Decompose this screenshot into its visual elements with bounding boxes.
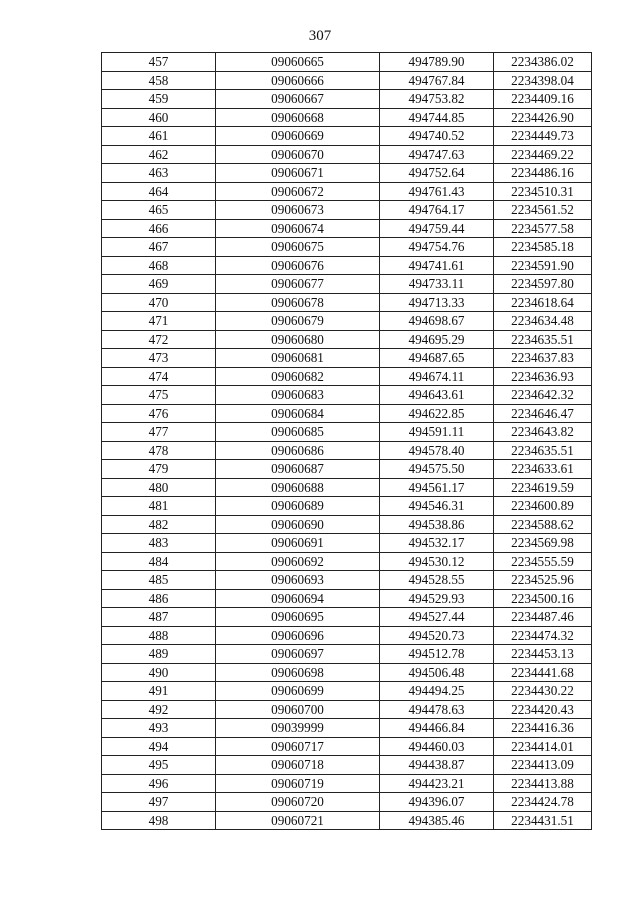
x-coordinate-cell: 494698.67: [380, 312, 494, 331]
point-id-cell: 09060690: [216, 515, 380, 534]
row-index-cell: 496: [102, 774, 216, 793]
table-row: [102, 663, 592, 682]
x-coordinate-cell: 494478.63: [380, 700, 494, 719]
x-coordinate-cell: 494752.64: [380, 164, 494, 183]
table-row: [102, 478, 592, 497]
y-coordinate-cell: 2234635.51: [494, 330, 592, 349]
table-row: [102, 404, 592, 423]
row-index-cell: 485: [102, 571, 216, 590]
y-coordinate-cell: 2234577.58: [494, 219, 592, 238]
row-index-cell: 461: [102, 127, 216, 146]
page-number: 307: [308, 28, 332, 44]
y-coordinate-cell: 2234409.16: [494, 90, 592, 109]
y-coordinate-cell: 2234569.98: [494, 534, 592, 553]
row-index-cell: 480: [102, 478, 216, 497]
row-index-cell: 471: [102, 312, 216, 331]
x-coordinate-cell: 494546.31: [380, 497, 494, 516]
y-coordinate-cell: 2234585.18: [494, 238, 592, 257]
point-id-cell: 09060676: [216, 256, 380, 275]
x-coordinate-cell: 494643.61: [380, 386, 494, 405]
point-id-cell: 09060678: [216, 293, 380, 312]
table-row: [102, 293, 592, 312]
row-index-cell: 481: [102, 497, 216, 516]
x-coordinate-cell: 494561.17: [380, 478, 494, 497]
point-id-cell: 09060674: [216, 219, 380, 238]
y-coordinate-cell: 2234643.82: [494, 423, 592, 442]
y-coordinate-cell: 2234453.13: [494, 645, 592, 664]
point-id-cell: 09060688: [216, 478, 380, 497]
y-coordinate-cell: 2234642.32: [494, 386, 592, 405]
table-row: [102, 256, 592, 275]
x-coordinate-cell: 494753.82: [380, 90, 494, 109]
row-index-cell: 472: [102, 330, 216, 349]
y-coordinate-cell: 2234555.59: [494, 552, 592, 571]
point-id-cell: 09060683: [216, 386, 380, 405]
point-id-cell: 09060675: [216, 238, 380, 257]
y-coordinate-cell: 2234636.93: [494, 367, 592, 386]
point-id-cell: 09060719: [216, 774, 380, 793]
point-id-cell: 09060684: [216, 404, 380, 423]
y-coordinate-cell: 2234431.51: [494, 811, 592, 830]
table-row: [102, 497, 592, 516]
point-id-cell: 09060687: [216, 460, 380, 479]
table-row: [102, 645, 592, 664]
x-coordinate-cell: 494695.29: [380, 330, 494, 349]
row-index-cell: 478: [102, 441, 216, 460]
point-id-cell: 09060673: [216, 201, 380, 220]
y-coordinate-cell: 2234469.22: [494, 145, 592, 164]
point-id-cell: 09060685: [216, 423, 380, 442]
point-id-cell: 09060718: [216, 756, 380, 775]
x-coordinate-cell: 494733.11: [380, 275, 494, 294]
x-coordinate-cell: 494740.52: [380, 127, 494, 146]
row-index-cell: 465: [102, 201, 216, 220]
y-coordinate-cell: 2234633.61: [494, 460, 592, 479]
x-coordinate-cell: 494512.78: [380, 645, 494, 664]
x-coordinate-cell: 494687.65: [380, 349, 494, 368]
row-index-cell: 459: [102, 90, 216, 109]
point-id-cell: 09060682: [216, 367, 380, 386]
table-row: [102, 700, 592, 719]
x-coordinate-cell: 494520.73: [380, 626, 494, 645]
x-coordinate-cell: 494674.11: [380, 367, 494, 386]
x-coordinate-cell: 494761.43: [380, 182, 494, 201]
table-row: [102, 626, 592, 645]
y-coordinate-cell: 2234591.90: [494, 256, 592, 275]
y-coordinate-cell: 2234413.88: [494, 774, 592, 793]
point-id-cell: 09060680: [216, 330, 380, 349]
point-id-cell: 09060692: [216, 552, 380, 571]
table-row: [102, 811, 592, 830]
row-index-cell: 483: [102, 534, 216, 553]
table-row: [102, 719, 592, 738]
table-row: [102, 534, 592, 553]
row-index-cell: 487: [102, 608, 216, 627]
x-coordinate-cell: 494529.93: [380, 589, 494, 608]
row-index-cell: 498: [102, 811, 216, 830]
y-coordinate-cell: 2234441.68: [494, 663, 592, 682]
row-index-cell: 463: [102, 164, 216, 183]
y-coordinate-cell: 2234474.32: [494, 626, 592, 645]
table-row: [102, 127, 592, 146]
point-id-cell: 09060665: [216, 53, 380, 72]
x-coordinate-cell: 494494.25: [380, 682, 494, 701]
coordinates-table: [101, 52, 592, 830]
x-coordinate-cell: 494713.33: [380, 293, 494, 312]
point-id-cell: 09039999: [216, 719, 380, 738]
row-index-cell: 494: [102, 737, 216, 756]
point-id-cell: 09060691: [216, 534, 380, 553]
y-coordinate-cell: 2234486.16: [494, 164, 592, 183]
row-index-cell: 486: [102, 589, 216, 608]
table-row: [102, 552, 592, 571]
y-coordinate-cell: 2234398.04: [494, 71, 592, 90]
x-coordinate-cell: 494423.21: [380, 774, 494, 793]
x-coordinate-cell: 494396.07: [380, 793, 494, 812]
row-index-cell: 484: [102, 552, 216, 571]
table-row: [102, 182, 592, 201]
table-row: [102, 238, 592, 257]
row-index-cell: 464: [102, 182, 216, 201]
point-id-cell: 09060699: [216, 682, 380, 701]
table-row: [102, 367, 592, 386]
table-row: [102, 312, 592, 331]
table-row: [102, 571, 592, 590]
point-id-cell: 09060671: [216, 164, 380, 183]
y-coordinate-cell: 2234416.36: [494, 719, 592, 738]
point-id-cell: 09060672: [216, 182, 380, 201]
row-index-cell: 479: [102, 460, 216, 479]
row-index-cell: 488: [102, 626, 216, 645]
point-id-cell: 09060721: [216, 811, 380, 830]
row-index-cell: 462: [102, 145, 216, 164]
x-coordinate-cell: 494789.90: [380, 53, 494, 72]
row-index-cell: 458: [102, 71, 216, 90]
row-index-cell: 457: [102, 53, 216, 72]
y-coordinate-cell: 2234561.52: [494, 201, 592, 220]
table-row: [102, 774, 592, 793]
y-coordinate-cell: 2234619.59: [494, 478, 592, 497]
point-id-cell: 09060670: [216, 145, 380, 164]
table-row: [102, 682, 592, 701]
point-id-cell: 09060679: [216, 312, 380, 331]
table-row: [102, 53, 592, 72]
y-coordinate-cell: 2234525.96: [494, 571, 592, 590]
point-id-cell: 09060681: [216, 349, 380, 368]
y-coordinate-cell: 2234449.73: [494, 127, 592, 146]
table-row: [102, 90, 592, 109]
y-coordinate-cell: 2234500.16: [494, 589, 592, 608]
x-coordinate-cell: 494460.03: [380, 737, 494, 756]
y-coordinate-cell: 2234487.46: [494, 608, 592, 627]
y-coordinate-cell: 2234426.90: [494, 108, 592, 127]
table-row: [102, 201, 592, 220]
table-row: [102, 275, 592, 294]
y-coordinate-cell: 2234420.43: [494, 700, 592, 719]
point-id-cell: 09060686: [216, 441, 380, 460]
point-id-cell: 09060696: [216, 626, 380, 645]
row-index-cell: 490: [102, 663, 216, 682]
point-id-cell: 09060669: [216, 127, 380, 146]
table-row: [102, 71, 592, 90]
table-row: [102, 219, 592, 238]
table-row: [102, 737, 592, 756]
row-index-cell: 468: [102, 256, 216, 275]
row-index-cell: 497: [102, 793, 216, 812]
y-coordinate-cell: 2234634.48: [494, 312, 592, 331]
row-index-cell: 491: [102, 682, 216, 701]
row-index-cell: 477: [102, 423, 216, 442]
y-coordinate-cell: 2234386.02: [494, 53, 592, 72]
row-index-cell: 474: [102, 367, 216, 386]
y-coordinate-cell: 2234430.22: [494, 682, 592, 701]
table-row: [102, 145, 592, 164]
point-id-cell: 09060695: [216, 608, 380, 627]
point-id-cell: 09060694: [216, 589, 380, 608]
table-row: [102, 515, 592, 534]
row-index-cell: 495: [102, 756, 216, 775]
x-coordinate-cell: 494530.12: [380, 552, 494, 571]
x-coordinate-cell: 494438.87: [380, 756, 494, 775]
x-coordinate-cell: 494578.40: [380, 441, 494, 460]
x-coordinate-cell: 494741.61: [380, 256, 494, 275]
table-row: [102, 386, 592, 405]
table-row: [102, 589, 592, 608]
y-coordinate-cell: 2234597.80: [494, 275, 592, 294]
point-id-cell: 09060697: [216, 645, 380, 664]
table-row: [102, 793, 592, 812]
y-coordinate-cell: 2234510.31: [494, 182, 592, 201]
point-id-cell: 09060666: [216, 71, 380, 90]
x-coordinate-cell: 494754.76: [380, 238, 494, 257]
table-row: [102, 330, 592, 349]
point-id-cell: 09060698: [216, 663, 380, 682]
x-coordinate-cell: 494527.44: [380, 608, 494, 627]
point-id-cell: 09060689: [216, 497, 380, 516]
coordinates-table-body: [102, 53, 592, 830]
x-coordinate-cell: 494528.55: [380, 571, 494, 590]
point-id-cell: 09060717: [216, 737, 380, 756]
row-index-cell: 476: [102, 404, 216, 423]
y-coordinate-cell: 2234600.89: [494, 497, 592, 516]
table-row: [102, 423, 592, 442]
row-index-cell: 470: [102, 293, 216, 312]
table-row: [102, 164, 592, 183]
x-coordinate-cell: 494747.63: [380, 145, 494, 164]
y-coordinate-cell: 2234424.78: [494, 793, 592, 812]
x-coordinate-cell: 494764.17: [380, 201, 494, 220]
point-id-cell: 09060667: [216, 90, 380, 109]
point-id-cell: 09060668: [216, 108, 380, 127]
row-index-cell: 489: [102, 645, 216, 664]
table-row: [102, 349, 592, 368]
y-coordinate-cell: 2234646.47: [494, 404, 592, 423]
row-index-cell: 460: [102, 108, 216, 127]
table-row: [102, 608, 592, 627]
table-row: [102, 441, 592, 460]
y-coordinate-cell: 2234618.64: [494, 293, 592, 312]
row-index-cell: 492: [102, 700, 216, 719]
x-coordinate-cell: 494767.84: [380, 71, 494, 90]
x-coordinate-cell: 494744.85: [380, 108, 494, 127]
table-row: [102, 756, 592, 775]
y-coordinate-cell: 2234413.09: [494, 756, 592, 775]
row-index-cell: 475: [102, 386, 216, 405]
x-coordinate-cell: 494759.44: [380, 219, 494, 238]
point-id-cell: 09060677: [216, 275, 380, 294]
row-index-cell: 469: [102, 275, 216, 294]
x-coordinate-cell: 494506.48: [380, 663, 494, 682]
y-coordinate-cell: 2234588.62: [494, 515, 592, 534]
row-index-cell: 466: [102, 219, 216, 238]
row-index-cell: 482: [102, 515, 216, 534]
x-coordinate-cell: 494575.50: [380, 460, 494, 479]
point-id-cell: 09060700: [216, 700, 380, 719]
x-coordinate-cell: 494538.86: [380, 515, 494, 534]
x-coordinate-cell: 494591.11: [380, 423, 494, 442]
row-index-cell: 473: [102, 349, 216, 368]
y-coordinate-cell: 2234637.83: [494, 349, 592, 368]
point-id-cell: 09060693: [216, 571, 380, 590]
x-coordinate-cell: 494622.85: [380, 404, 494, 423]
x-coordinate-cell: 494532.17: [380, 534, 494, 553]
y-coordinate-cell: 2234635.51: [494, 441, 592, 460]
table-row: [102, 108, 592, 127]
row-index-cell: 467: [102, 238, 216, 257]
x-coordinate-cell: 494466.84: [380, 719, 494, 738]
x-coordinate-cell: 494385.46: [380, 811, 494, 830]
row-index-cell: 493: [102, 719, 216, 738]
table-row: [102, 460, 592, 479]
y-coordinate-cell: 2234414.01: [494, 737, 592, 756]
point-id-cell: 09060720: [216, 793, 380, 812]
